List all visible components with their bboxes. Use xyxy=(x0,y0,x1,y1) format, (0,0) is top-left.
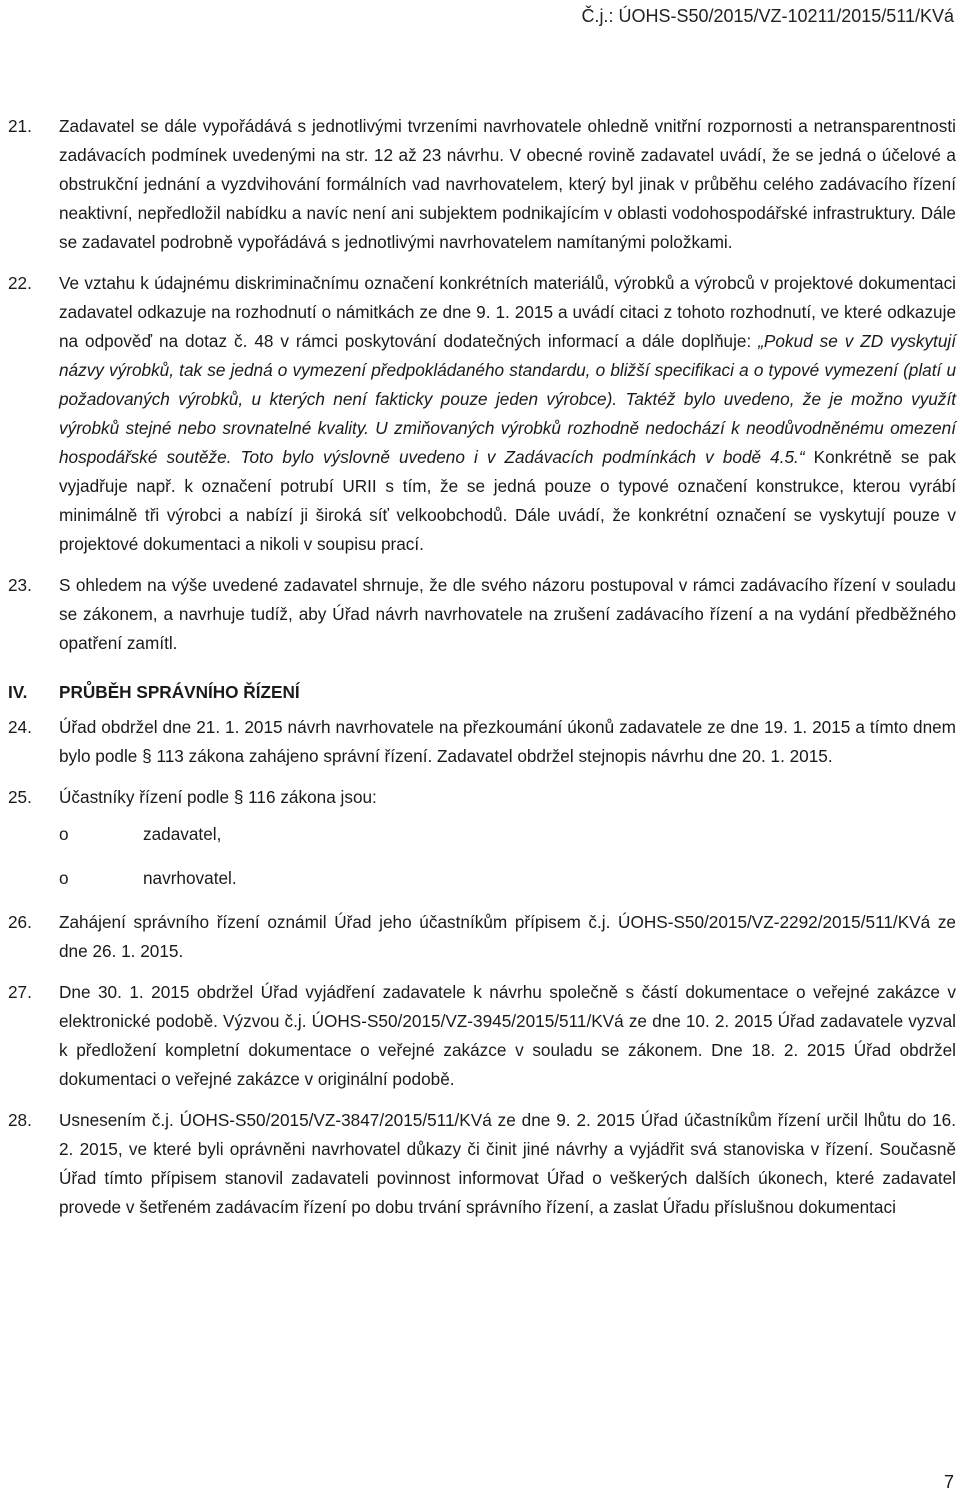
section-number: IV. xyxy=(8,682,28,702)
participants-list xyxy=(59,820,960,908)
paragraph-text-part: Konkrétně se pak vyjadřuje např. k označení potrubí URII s tím, že se jedná pouze o typové označení konstrukce, kterou vyrábí minimálně tři výrobci a nabízí ji široká síť velkoobchodů. Dále uvádí, že konkrétní označení se vyskytují pouze v projektové dokumentaci a nikoli v soupisu prací. xyxy=(59,447,956,554)
document-body xyxy=(0,112,960,1222)
list-item-text: zadavatel, xyxy=(143,824,222,844)
paragraph-number: 23. xyxy=(8,575,32,595)
bullet-marker: o xyxy=(59,868,69,888)
quoted-text: „Pokud se v ZD vyskytují názvy výrobků, tak se jedná o vymezení předpokládaného standardu, o bližší specifikaci a o typové vymezení (platí u požadovaných výrobků, u kterých není fakticky pouze jeden výrobce). Taktéž bylo uvedeno, že je možno využít výrobků stejné nebo srovnatelné kvality. U zmiňovaných výrobků rozhodně nedochází k neodůvodněnému omezení hospodářské soutěže. Toto bylo výslovně uvedeno i v Zadávacích podmínkách v bodě 4.5.“ xyxy=(59,331,956,467)
paragraph-text: Zadavatel se dále vypořádává s jednotlivými tvrzeními navrhovatele ohledně vnitřní rozpornosti a netransparentnosti zadávacích podmínek uvedenými na str. 12 až 23 návrhu. V obecné rovině zadavatel uvádí, že se jedná o účelové a obstrukční jednání a vyzdvihování formálních vad navrhovatelem, který byl jinak v průběhu celého zadávacího řízení neaktivní, nepředložil nabídku a navíc není ani subjektem podnikajícím v oblasti vodohospodářské infrastruktury. Dále se zadavatel podrobně vypořádává s jednotlivými navrhovatelem namítanými položkami. xyxy=(59,116,956,252)
paragraph-number: 26. xyxy=(8,912,32,932)
paragraph-27 xyxy=(0,978,960,1094)
paragraph-25 xyxy=(0,783,960,908)
bullet-marker: o xyxy=(59,824,69,844)
paragraph-text: S ohledem na výše uvedené zadavatel shrnuje, že dle svého názoru postupoval v rámci zadávacího řízení v souladu se zákonem, a navrhuje tudíž, aby Úřad návrh navrhovatele na zrušení zadávacího řízení a na vydání předběžného opatření zamítl. xyxy=(59,575,956,653)
paragraph-text: Zahájení správního řízení oznámil Úřad jeho účastníkům přípisem č.j. ÚOHS-S50/2015/VZ-2292/2015/511/KVá ze dne 26. 1. 2015. xyxy=(59,912,956,961)
document-reference: Č.j.: ÚOHS-S50/2015/VZ-10211/2015/511/KVá xyxy=(581,6,954,26)
list-item xyxy=(59,820,960,864)
paragraph-text: Usnesením č.j. ÚOHS-S50/2015/VZ-3847/2015/511/KVá ze dne 9. 2. 2015 Úřad účastníkům řízení určil lhůtu do 16. 2. 2015, ve které byli oprávněni navrhovatel důkazy či činit jiné návrhy a vyjádřit svá stanoviska v řízení. Současně Úřad tímto přípisem stanovil zadavateli povinnost informovat Úřad o veškerých dalších úkonech, které zadavatel provede v šetřeném zadávacím řízení po dobu trvání správního řízení, a zaslat Úřadu příslušnou dokumentaci xyxy=(59,1110,956,1217)
paragraph-number: 27. xyxy=(8,982,32,1002)
paragraph-24 xyxy=(0,713,960,771)
paragraph-23 xyxy=(0,571,960,658)
paragraph-22 xyxy=(0,269,960,559)
paragraph-number: 28. xyxy=(8,1110,32,1130)
paragraph-number: 22. xyxy=(8,273,32,293)
section-heading xyxy=(0,678,960,707)
paragraph-26 xyxy=(0,908,960,966)
paragraph-number: 21. xyxy=(8,116,32,136)
paragraph-text: Úřad obdržel dne 21. 1. 2015 návrh navrhovatele na přezkoumání úkonů zadavatele ze dne 19. 1. 2015 a tímto dnem bylo podle § 113 zákona zahájeno správní řízení. Zadavatel obdržel stejnopis návrhu dne 20. 1. 2015. xyxy=(59,717,956,766)
paragraph-text xyxy=(59,269,956,559)
paragraph-text-part: Ve vztahu k údajnému diskriminačnímu označení konkrétních materiálů, výrobků a výrobců v projektové dokumentaci zadavatel odkazuje na rozhodnutí o námitkách ze dne 9. 1. 2015 a uvádí citaci z tohoto rozhodnutí, ve které odkazuje na odpověď na dotaz č. 48 v rámci poskytování dodatečných informací a dále doplňuje: xyxy=(59,273,956,351)
paragraph-number: 25. xyxy=(8,787,32,807)
paragraph-21 xyxy=(0,112,960,257)
paragraph-number: 24. xyxy=(8,717,32,737)
paragraph-text: Účastníky řízení podle § 116 zákona jsou: xyxy=(59,787,377,807)
page-number: 7 xyxy=(943,1472,954,1492)
list-item xyxy=(59,864,960,908)
paragraph-text: Dne 30. 1. 2015 obdržel Úřad vyjádření zadavatele k návrhu společně s částí dokumentace o veřejné zakázce v elektronické podobě. Výzvou č.j. ÚOHS-S50/2015/VZ-3945/2015/511/KVá ze dne 10. 2. 2015 Úřad zadavatele vyzval k předložení kompletní dokumentace o veřejné zakázce v souladu se zákonem. Dne 18. 2. 2015 Úřad obdržel dokumentaci o veřejné zakázce v originální podobě. xyxy=(59,982,956,1089)
paragraph-28 xyxy=(0,1106,960,1222)
section-title: PRŮBĚH SPRÁVNÍHO ŘÍZENÍ xyxy=(59,682,300,702)
list-item-text: navrhovatel. xyxy=(143,868,237,888)
